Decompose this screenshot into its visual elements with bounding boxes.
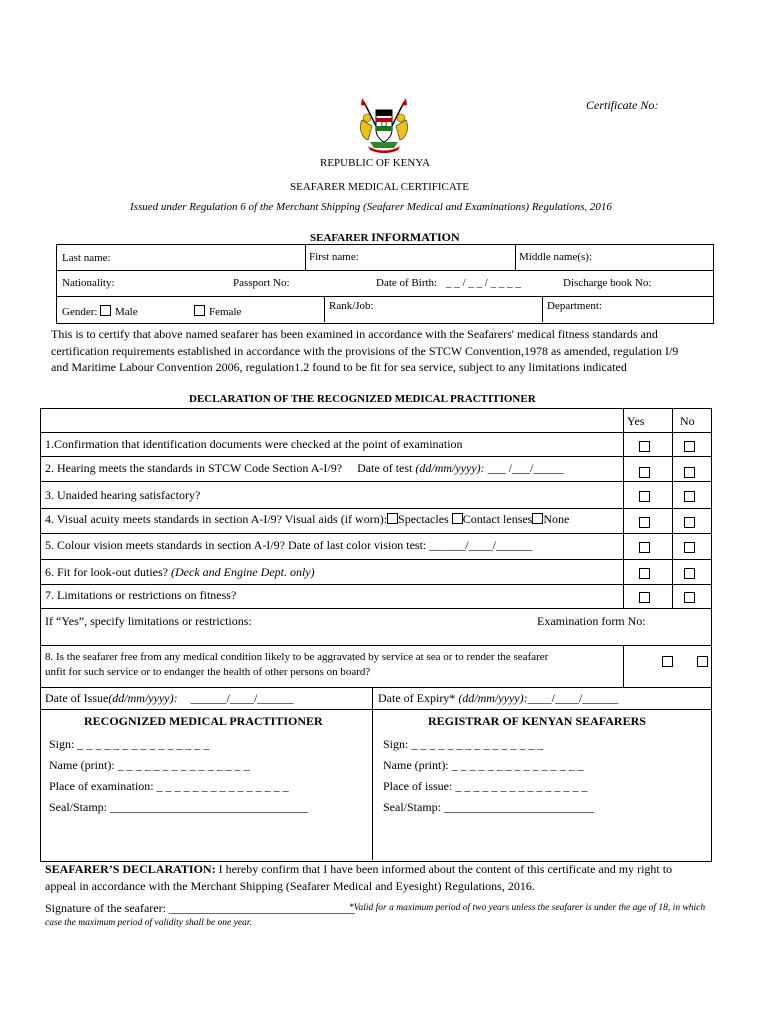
middle-names-field[interactable]: Middle name(s): — [519, 251, 593, 263]
seafarer-info-heading: SEAFARER INFORMATION — [310, 230, 460, 244]
practitioner-sign-field[interactable]: Sign: _ _ _ _ _ _ _ _ _ _ _ _ _ _ _ — [49, 737, 210, 751]
q7-yes-checkbox[interactable] — [639, 592, 650, 603]
q5-yes-checkbox[interactable] — [639, 542, 650, 553]
certify-line-2: certification requirements established in accordance with the provisions of the STCW Convention,1978 as amended, regulation I/9 — [51, 344, 679, 358]
seafarer-signature-field[interactable]: Signature of the seafarer: _______________________________ — [45, 901, 355, 915]
seafarer-declaration-line-1: SEAFARER’S DECLARATION: I hereby confirm that I have been informed about the content of this certificate and my right to — [45, 862, 673, 876]
validity-note-line-2: case the maximum period of validity shall be one year. — [45, 918, 252, 928]
rank-job-field[interactable]: Rank/Job: — [329, 300, 374, 312]
practitioner-name-field[interactable]: Name (print): _ _ _ _ _ _ _ _ _ _ _ _ _ _ _ — [49, 758, 250, 772]
republic-heading: REPUBLIC OF KENYA — [320, 157, 431, 169]
examination-form-field[interactable]: Examination form No: — [537, 614, 646, 628]
date-of-issue-field: Date of Issue(dd/mm/yyyy): ______/____/______ — [45, 691, 294, 705]
question-7: 7. Limitations or restrictions on fitness? — [45, 588, 237, 602]
date-of-birth-label: Date of Birth: — [376, 277, 438, 289]
yes-column-header: Yes — [627, 414, 645, 428]
registrar-sign-field[interactable]: Sign: _ _ _ _ _ _ _ _ _ _ _ _ _ _ _ — [383, 737, 544, 751]
q7-no-checkbox[interactable] — [684, 592, 695, 603]
q8-yes-checkbox[interactable] — [662, 656, 673, 667]
q5-no-checkbox[interactable] — [684, 542, 695, 553]
question-6: 6. Fit for look-out duties? (Deck and Engine Dept. only) — [45, 565, 315, 579]
registrar-name-field[interactable]: Name (print): _ _ _ _ _ _ _ _ _ _ _ _ _ _ _ — [383, 758, 584, 772]
q2-yes-checkbox[interactable] — [639, 467, 650, 478]
date-of-birth-field[interactable]: _ _ / _ _ / _ _ _ _ — [446, 277, 521, 289]
kenya-coat-of-arms-icon — [356, 96, 412, 154]
nationality-field[interactable]: Nationality: — [62, 277, 115, 289]
question-4: 4. Visual acuity meets standards in section A-I/9? Visual aids (if worn): Spectacles Contact lenses None — [45, 512, 570, 526]
certificate-no-label: Certificate No: — [586, 98, 659, 112]
practitioner-seal-field[interactable]: Seal/Stamp: _________________________________ — [49, 800, 308, 814]
q2-no-checkbox[interactable] — [684, 467, 695, 478]
practitioner-place-field[interactable]: Place of examination: _ _ _ _ _ _ _ _ _ _ _ _ _ _ _ — [49, 779, 289, 793]
registrar-place-field[interactable]: Place of issue: _ _ _ _ _ _ _ _ _ _ _ _ _ _ _ — [383, 779, 588, 793]
department-field[interactable]: Department: — [547, 300, 602, 312]
discharge-book-field[interactable]: Discharge book No: — [563, 277, 652, 289]
limitations-field[interactable]: If “Yes”, specify limitations or restrictions: — [45, 614, 252, 628]
male-checkbox[interactable] — [100, 305, 111, 316]
seafarer-declaration-line-2: appeal in accordance with the Merchant Shipping (Seafarer Medical and Eyesight) Regulations, 2016. — [45, 879, 535, 893]
q4-yes-checkbox[interactable] — [639, 517, 650, 528]
male-label: Male — [115, 306, 138, 318]
certify-line-3: and Maritime Labour Convention 2006, regulation1.2 found to be fit for sea service, subject to any limitations indicated — [51, 360, 627, 374]
q8-no-checkbox[interactable] — [697, 656, 708, 667]
gender-label: Gender: — [62, 306, 98, 318]
practitioner-heading: RECOGNIZED MEDICAL PRACTITIONER — [84, 714, 323, 728]
last-name-field[interactable]: Last name: — [62, 252, 111, 264]
none-checkbox[interactable] — [532, 513, 543, 524]
issued-under-text: Issued under Regulation 6 of the Merchant Shipping (Seafarer Medical and Examinations) Regulations, 2016 — [130, 201, 612, 213]
certify-line-1: This is to certify that above named seafarer has been examined in accordance with the Seafarers' medical fitness standards and — [51, 327, 658, 341]
q1-yes-checkbox[interactable] — [639, 441, 650, 452]
question-8-line-2: unfit for such service or to endanger the health of other persons on board? — [45, 666, 371, 678]
female-label: Female — [209, 306, 242, 318]
registrar-heading: REGISTRAR OF KENYAN SEAFARERS — [428, 714, 646, 728]
date-of-expiry-field: Date of Expiry* (dd/mm/yyyy):____/____/______ — [378, 691, 619, 705]
question-5: 5. Colour vision meets standards in section A-I/9? Date of last color vision test: ______/____/______ — [45, 538, 532, 552]
q6-no-checkbox[interactable] — [684, 568, 695, 579]
q1-no-checkbox[interactable] — [684, 441, 695, 452]
q6-yes-checkbox[interactable] — [639, 568, 650, 579]
question-8-line-1: 8. Is the seafarer free from any medical condition likely to be aggravated by service at sea or to render the seafarer — [45, 651, 549, 663]
spectacles-checkbox[interactable] — [387, 513, 398, 524]
first-name-field[interactable]: First name: — [309, 251, 359, 263]
passport-field[interactable]: Passport No: — [233, 277, 290, 289]
declaration-heading: DECLARATION OF THE RECOGNIZED MEDICAL PRACTITIONER — [189, 393, 536, 405]
validity-note-line-1: *Valid for a maximum period of two years unless the seafarer is under the age of 18, in which — [349, 903, 706, 913]
q3-yes-checkbox[interactable] — [639, 491, 650, 502]
contact-lenses-checkbox[interactable] — [452, 513, 463, 524]
question-3: 3. Unaided hearing satisfactory? — [45, 488, 201, 502]
question-2: 2. Hearing meets the standards in STCW Code Section A-I/9? Date of test (dd/mm/yyyy): ___ /___/_____ — [45, 461, 564, 475]
q4-no-checkbox[interactable] — [684, 517, 695, 528]
q3-no-checkbox[interactable] — [684, 491, 695, 502]
certificate-title: SEAFARER MEDICAL CERTIFICATE — [290, 181, 470, 193]
registrar-seal-field[interactable]: Seal/Stamp: _________________________ — [383, 800, 594, 814]
no-column-header: No — [680, 414, 695, 428]
female-checkbox[interactable] — [194, 305, 205, 316]
question-1: 1.Confirmation that identification documents were checked at the point of examination — [45, 437, 463, 451]
